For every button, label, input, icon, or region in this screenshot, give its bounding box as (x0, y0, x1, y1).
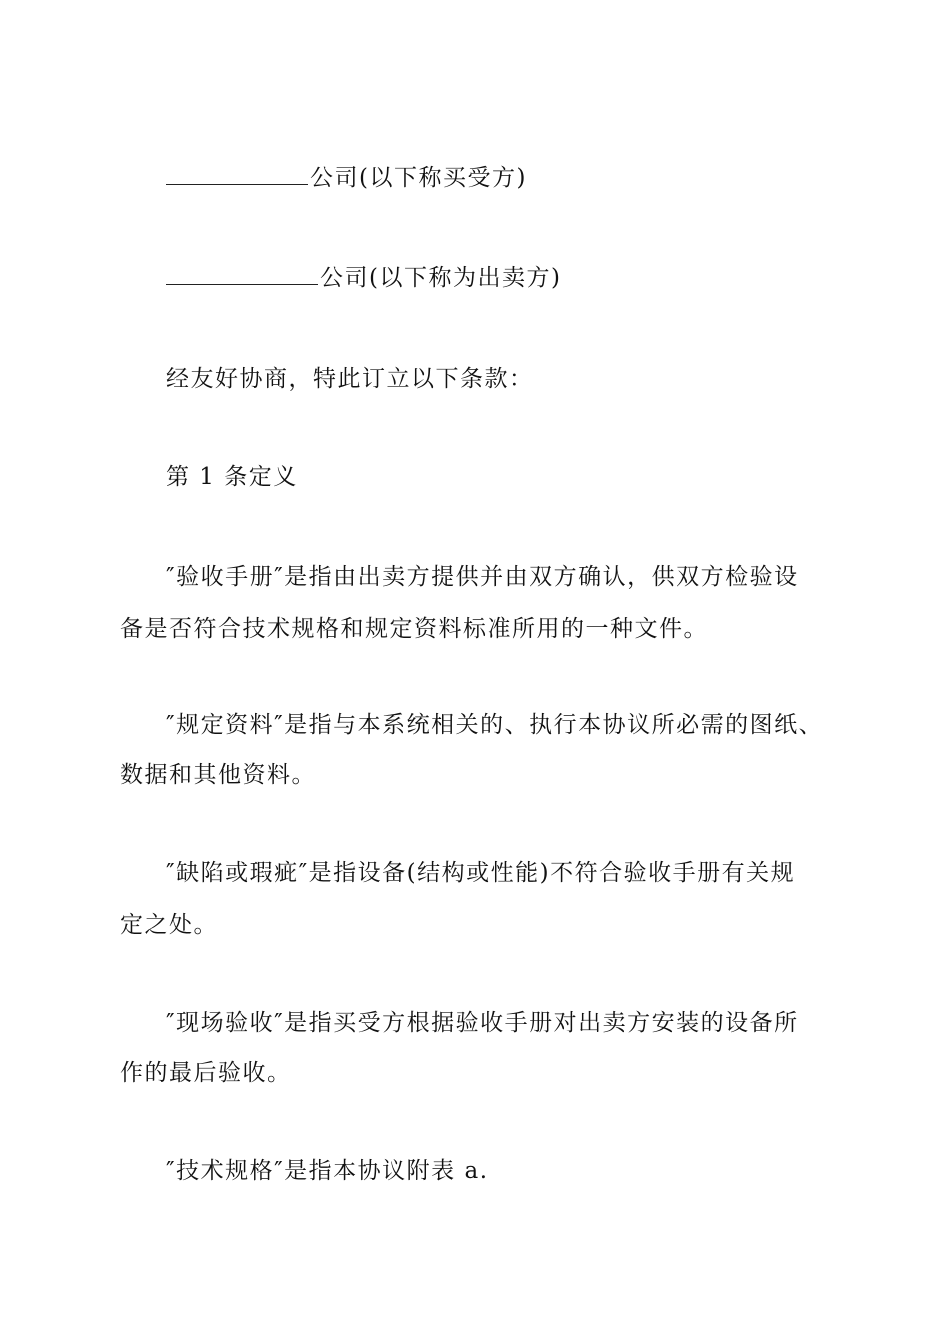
seller-party-line (166, 262, 561, 293)
intro-paragraph: 经友好协商，特此订立以下条款： (166, 366, 534, 392)
buyer-party-text: 公司(以下称买受方) (310, 165, 527, 191)
buyer-name-blank[interactable] (166, 162, 308, 185)
seller-name-blank[interactable] (166, 262, 318, 285)
definition-technical-spec: ″技术规格″是指本协议附表 a. (166, 1158, 489, 1184)
definition-site-acceptance-line-1: ″现场验收″是指买受方根据验收手册对出卖方安装的设备所 (166, 1010, 799, 1036)
buyer-party-line (166, 162, 527, 193)
article-1-heading: 第 1 条定义 (166, 464, 298, 490)
definition-specified-data-line-1: ″规定资料″是指与本系统相关的、执行本协议所必需的图纸、 (166, 712, 824, 738)
seller-party-text: 公司(以下称为出卖方) (320, 265, 562, 291)
definition-acceptance-manual-line-2: 备是否符合技术规格和规定资料标准所用的一种文件。 (120, 616, 708, 642)
definition-defect-line-1: ″缺陷或瑕疵″是指设备(结构或性能)不符合验收手册有关规 (166, 860, 796, 886)
definition-site-acceptance-line-2: 作的最后验收。 (120, 1060, 292, 1086)
definition-acceptance-manual-line-1: ″验收手册″是指由出卖方提供并由双方确认，供双方检验设 (166, 564, 799, 590)
definition-specified-data-line-2: 数据和其他资料。 (120, 762, 316, 788)
definition-defect-line-2: 定之处。 (120, 912, 218, 938)
